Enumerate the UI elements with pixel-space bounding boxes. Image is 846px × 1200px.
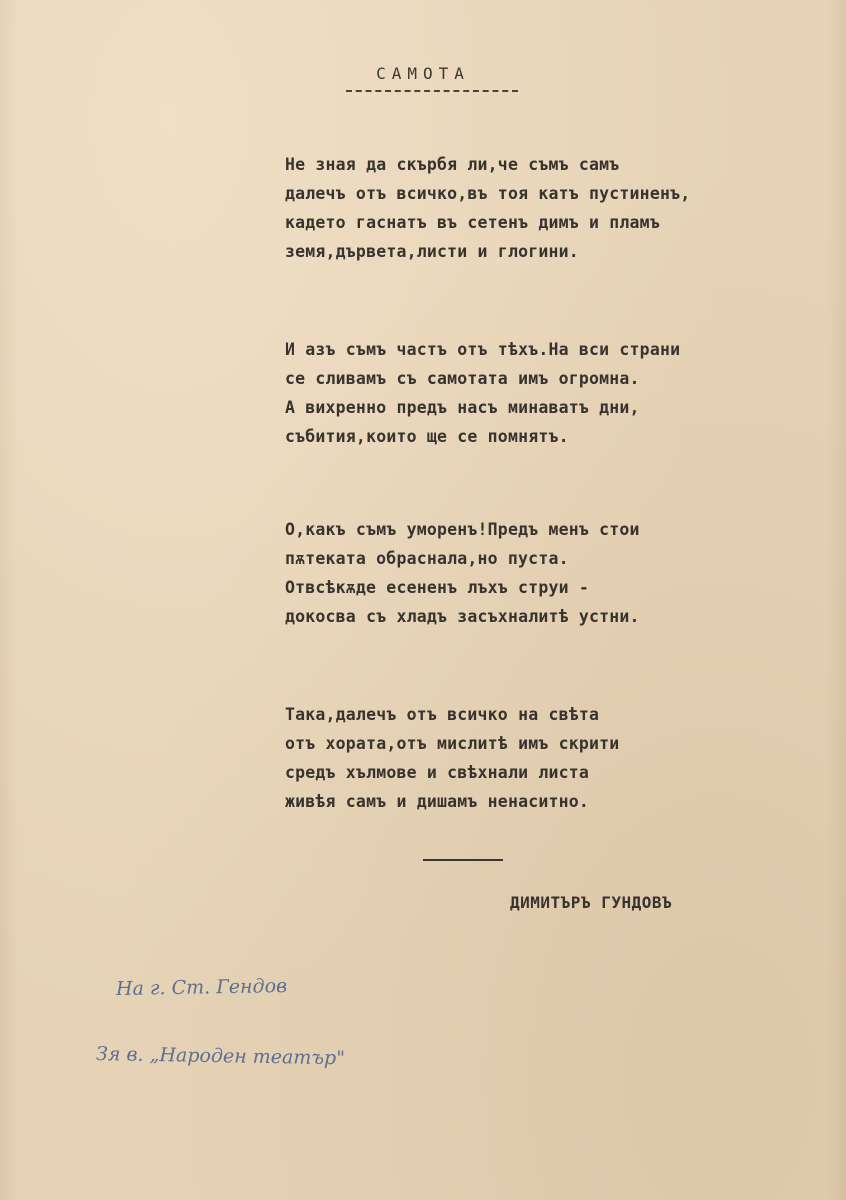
poem-line: Не зная да скърбя ли,че съмъ самъ — [285, 155, 620, 174]
poem-line: Така,далечъ отъ всичко на свѣта — [285, 705, 600, 724]
stanza-3 — [285, 515, 765, 631]
title-underline — [346, 90, 518, 92]
handwritten-note: Зя в. „Народен театър" — [95, 1043, 346, 1070]
poem-line: кадето гаснатъ въ сетенъ димъ и пламъ — [285, 213, 660, 232]
author-signature: ДИМИТЪРЪ ГУНДОВЪ — [510, 893, 673, 912]
poem-line: А вихренно предъ насъ минаватъ дни, — [285, 398, 640, 417]
poem-line: събития,които ще се помнятъ. — [285, 427, 569, 446]
poem-line: далечъ отъ всичко,въ тоя катъ пустиненъ, — [285, 184, 691, 203]
stanza-2 — [285, 335, 765, 451]
poem-line: докосва съ хладъ засъхналитѣ устни. — [285, 607, 640, 626]
stanza-4 — [285, 700, 765, 816]
poem-line: средъ хълмове и свѣхнали листа — [285, 763, 590, 782]
poem-line: И азъ съмъ частъ отъ тѣхъ.На вси страни — [285, 340, 681, 359]
handwritten-note: На г. Ст. Гендов — [115, 975, 288, 1000]
poem-line: се сливамъ съ самотата имъ огромна. — [285, 369, 640, 388]
poem-line: Отвсѣкѫде есененъ лъхъ струи - — [285, 578, 589, 597]
poem-line: О,какъ съмъ уморенъ!Предъ менъ стои — [285, 520, 640, 539]
poem-line: земя,дървета,листи и глогини. — [285, 242, 579, 261]
closing-rule — [423, 859, 503, 861]
poem-title: САМОТА — [376, 64, 470, 83]
stanza-1 — [285, 150, 765, 266]
poem-line: отъ хората,отъ мислитѣ имъ скрити — [285, 734, 620, 753]
poem-line: пѫтеката обраснала,но пуста. — [285, 549, 569, 568]
poem-line: живѣя самъ и дишамъ ненаситно. — [285, 792, 590, 811]
